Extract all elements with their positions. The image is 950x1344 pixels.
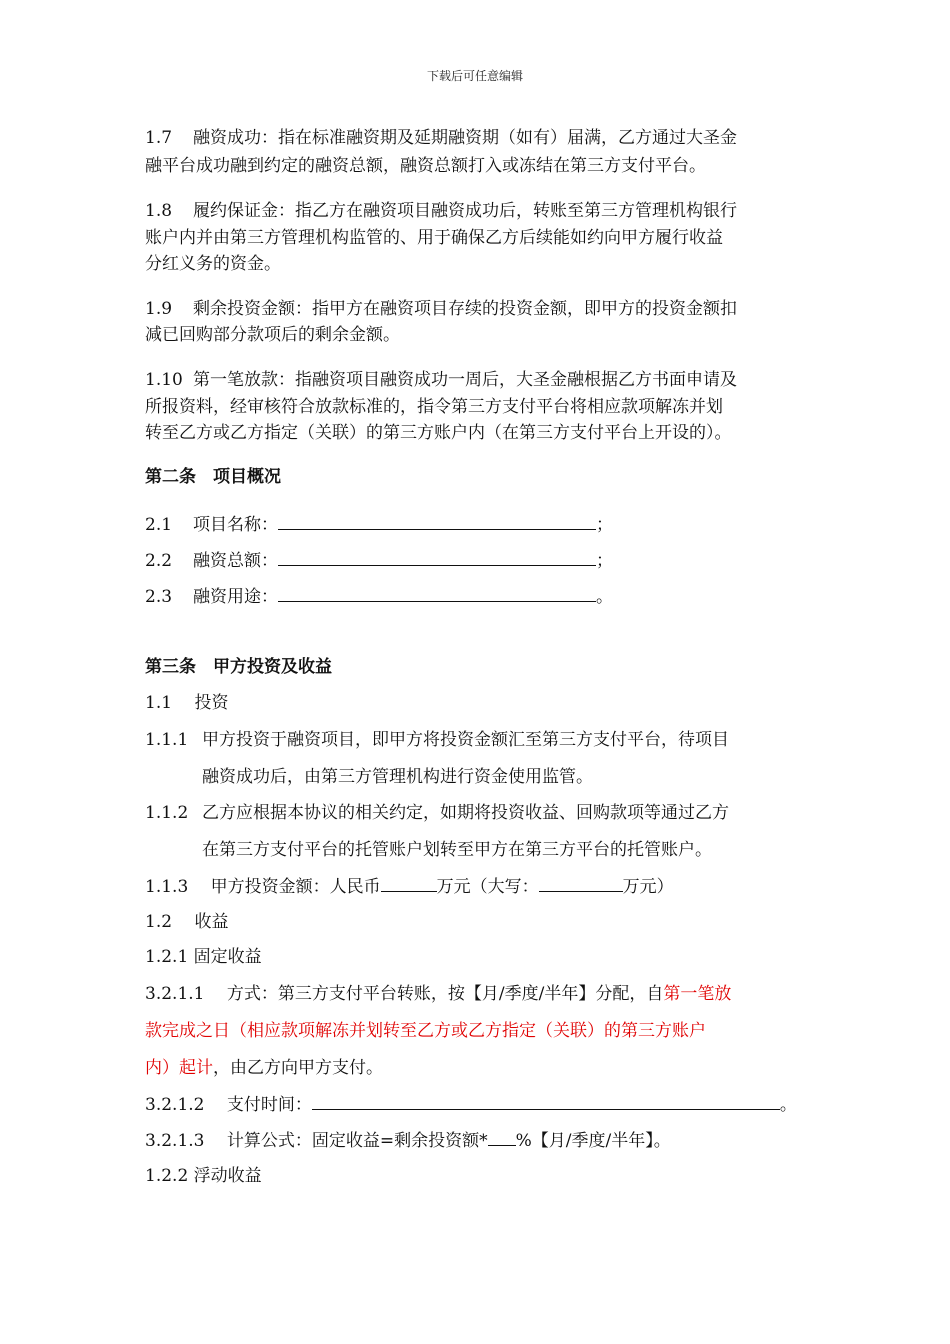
section-3-2-1-3: 3.2.1.3 计算公式：固定收益=剩余投资额* %【月/季度/半年】。 [145, 1131, 671, 1151]
section-1-1-1-line2: 融资成功后，由第三方管理机构进行资金使用监管。 [202, 767, 593, 787]
para-1-10-line2: 所报资料，经审核符合放款标准的，指令第三方支付平台将相应款项解冻并划 [145, 397, 723, 417]
page-header: 下载后可任意编辑 [426, 69, 523, 83]
para-1-7-line2: 融平台成功融到约定的融资总额，融资总额打入或冻结在第三方支付平台。 [145, 156, 706, 176]
section-3-2-1-1-line1: 3.2.1.1 方式：第三方支付平台转账，按【月/季度/半年】分配，自第一笔放 [145, 984, 732, 1004]
section-1-1: 1.1 投资 [145, 693, 229, 713]
para-1-8-line1: 1.8 履约保证金：指乙方在融资项目融资成功后，转账至第三方管理机构银行 [145, 201, 737, 221]
para-1-9-line2: 减已回购部分款项后的剩余金额。 [145, 325, 400, 345]
article-3-title: 第三条 甲方投资及收益 [145, 657, 332, 677]
section-1-1-2-line1: 1.1.2 乙方应根据本协议的相关约定，如期将投资收益、回购款项等通过乙方 [145, 803, 729, 823]
section-3-2-1-1-line3: 内）起计，由乙方向甲方支付。 [145, 1058, 383, 1078]
financing-total-blank[interactable] [278, 549, 596, 566]
investment-amount-blank[interactable] [381, 875, 437, 892]
section-1-1-3: 1.1.3 甲方投资金额：人民币 万元（大写： 万元） [145, 877, 674, 897]
section-1-2-1: 1.2.1 固定收益 [145, 947, 262, 967]
section-3-2-1-1-line2: 款完成之日（相应款项解冻并划转至乙方或乙方指定（关联）的第三方账户 [145, 1021, 706, 1041]
item-2-1: 2.1 项目名称： ； [145, 515, 613, 535]
para-1-8-line2: 账户内并由第三方管理机构监管的、用于确保乙方后续能如约向甲方履行收益 [145, 228, 723, 248]
article-2-title: 第二条 项目概况 [145, 467, 281, 487]
para-1-9-line1: 1.9 剩余投资金额：指甲方在融资项目存续的投资金额，即甲方的投资金额扣 [145, 299, 737, 319]
section-3-2-1-2: 3.2.1.2 支付时间： 。 [145, 1095, 797, 1115]
rate-blank[interactable] [488, 1129, 516, 1146]
investment-amount-capital-blank[interactable] [539, 875, 623, 892]
section-1-1-2-line2: 在第三方支付平台的托管账户划转至甲方在第三方平台的托管账户。 [202, 840, 712, 860]
item-2-2: 2.2 融资总额： ； [145, 551, 613, 571]
project-name-blank[interactable] [278, 513, 596, 530]
para-1-7-line1: 1.7 融资成功：指在标准融资期及延期融资期（如有）届满，乙方通过大圣金 [145, 128, 737, 148]
section-1-2: 1.2 收益 [145, 912, 229, 932]
item-2-3: 2.3 融资用途： 。 [145, 587, 613, 607]
section-1-2-2: 1.2.2 浮动收益 [145, 1166, 262, 1186]
payment-time-blank[interactable] [312, 1093, 780, 1110]
para-1-8-line3: 分红义务的资金。 [145, 254, 281, 274]
section-1-1-1-line1: 1.1.1 甲方投资于融资项目，即甲方将投资金额汇至第三方支付平台，待项目 [145, 730, 729, 750]
para-1-10-line1: 1.10 第一笔放款：指融资项目融资成功一周后，大圣金融根据乙方书面申请及 [145, 370, 737, 390]
financing-use-blank[interactable] [278, 585, 596, 602]
para-1-10-line3: 转至乙方或乙方指定（关联）的第三方账户内（在第三方支付平台上开设的）。 [145, 423, 732, 443]
